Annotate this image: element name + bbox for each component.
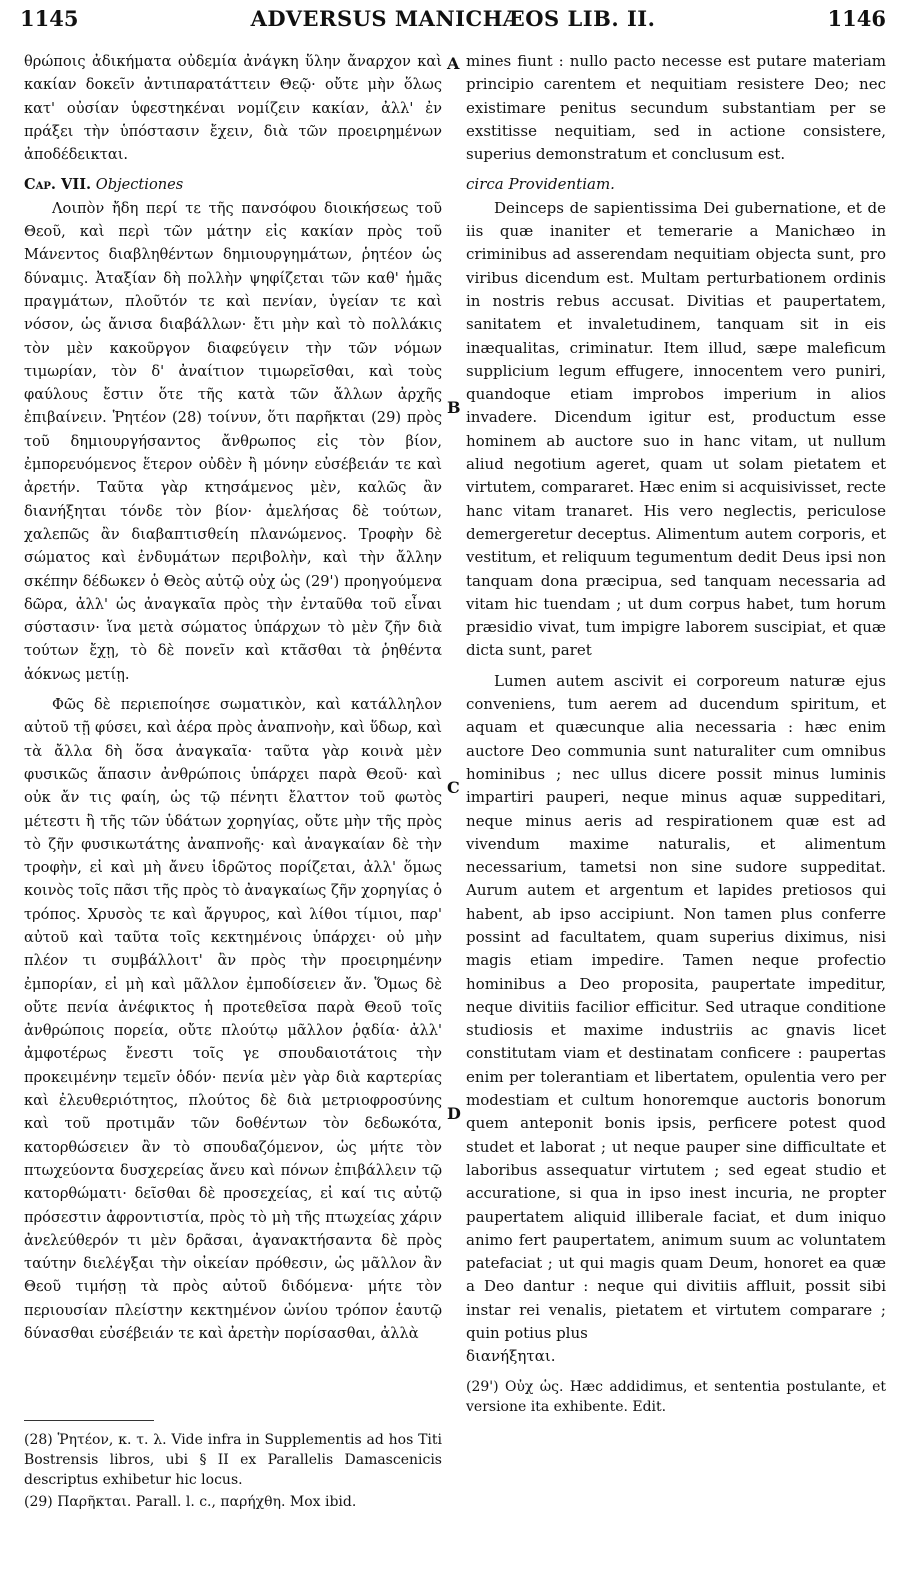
greek-paragraph-3: Φῶς δὲ περιεποίησε σωματικὸν, καὶ κατάλληλον αὐτοῦ τῇ φύσει, καὶ ἀέρα πρὸς ἀναπνοὴν, καὶ ὕδωρ, καὶ τὰ ἄλλα δὴ ὅσα ἀναγκαῖα· ταῦτα γὰρ κοινὰ μὲν φυσικῶς ἅπασιν ἀνθρώποις ὑπάρχει παρὰ Θεοῦ· καὶ οὐκ ἄν τις φαίη, ὡς τῷ πένητι ἔλαττον τοῦ φωτὸς μέτεστι ἢ τῆς τῶν ὑδάτων χορηγίας, οὔτε μὴν τῆς πρὸς τὸ ζῆν φυσικωτάτης ἀναπνοῆς· καὶ ἀναγκαίαν δὲ τὴν τροφὴν, εἰ καὶ μὴ ἄνευ ἱδρῶτος πορίζεται, ἀλλ' ὅμως κοινὸς τοῖς πᾶσι τῆς πρὸς τὸ ἀναγκαίως ζῆν χορηγίας ὁ τρόπος. Χρυσὸς τε καὶ ἄργυρος, καὶ λίθοι τίμιοι, παρ' αὐτοῦ καὶ ταῦτα τοῖς κεκτημένοις ὑπάρχει· οὐ μὴν πλέον τι συμβάλλοιτ' ἂν πρὸς τὴν προειρημένην ἐμπορίαν, εἰ μὴ καὶ μᾶλλον ἐμποδίσειεν ἄν. Ὅμως δὲ οὔτε πενία ἀνέφικτος ἡ προτεθεῖσα παρὰ Θεοῦ τοῖς ἀνθρώποις πορεία, οὔτε πλούτῳ μᾶλλον ῥᾳδία· ἀλλ' ἀμφοτέρως ἔνεστι τοῖς γε σπουδαιοτάτοις τὴν προκειμένην τεμεῖν ὁδόν· πενία μὲν γὰρ διὰ καρτερίας καὶ ἐλευθεριότητος, πλούτος δὲ διὰ μετριοφροσύνης καὶ τοῦ προτιμᾶν τῶν δοθέντων τὸν δεδωκότα, κατορθώσειεν ἂν τὸ σπουδαζόμενον, ὡς μήτε τὸν πτωχεύοντα δυσχερείας ἄνευ καὶ πόνων ἐπιβάλλειν τῷ κατορθώματι· δεῖσθαι δὲ προσεχείας, εἰ καί τις αὐτῷ πρόσεστιν ἀφροντιστία, πρὸς τὸ μὴ τῆς πτωχείας χάριν ἀνελεύθερόν τι μὲν δρᾶσαι, ἀγανακτήσαντα δὲ πρὸς ταύτην διελέγξαι τὴν οἰκείαν πρόθεσιν, ὡς μᾶλλον ἂν Θεοῦ τιμήσῃ τὰ πρὸς αὐτοῦ διδόμενα· μήτε τὸν περιουσίαν πλείστην κεκτημένον ὠνίου τρόπον ἑαυτῷ δύνασθαι εὐσέβειάν τε καὶ ἀρετὴν πορίσασθαι, ἀλλὰ	[24, 696, 442, 1343]
footnote-28: (28) Ῥητέον, κ. τ. λ. Vide infra in Supplementis ad hos Titi Bostrensis libros, ubi § II ex Parallelis Damascenicis descriptus exhibetur hic locus.	[24, 1432, 442, 1488]
footnote-rule	[24, 1420, 154, 1421]
page-number-right: 1146	[827, 6, 886, 31]
chapter-label: Cap. VII.	[24, 176, 92, 194]
greek-paragraph-1: θρώποις ἀδικήματα οὐδεμία ἀνάγκη ὕλην ἄναρχον καὶ κακίαν δοκεῖν ἀντιπαρατάττειν Θεῷ· οὔτε μὴν ὅλως κατ' οὐσίαν ὑφεστηκέναι νομίζειν κακίαν, ἀλλ' ἐν πράξει τὴν ὑπόστασιν ἔχειν, διὰ τῶν προειρημένων ἀποδέδεικται.	[24, 53, 442, 164]
greek-column	[24, 50, 442, 1345]
latin-continuation: διανήξηται.	[466, 1347, 556, 1366]
page-header	[20, 6, 886, 40]
greek-footnotes	[24, 1430, 442, 1512]
latin-paragraph-3: Lumen autem ascivit ei corporeum naturæ ejus conveniens, tum aerem ad ducendum spiritum, et aquam et quæcunque alia necessaria : hæc enim auctore Deo communia sunt naturaliter cum omnibus hominibus ; nec ullus dicere possit minus luminis impartiri pauperi, neque minus aquæ suppeditari, neque minus aeris ad respirationem quæ est ad vivendum maxime naturalis, et alimentum necessarium, tametsi non sine sudore suppeditat. Aurum autem et argentum et lapides pretiosos qui habent, ab ipso accipiunt. Non tamen plus conferre possint ad facultatem, quam superius diximus, nisi magis etiam impedire. Tamen neque profectio hominibus a Deo proposita, paupertate impeditur, neque divitiis facilior efficitur. Sed utraque conditione studiosis et maxime industriis ac gnavis licet constitutam viam et destinatam conficere : paupertas enim per tolerantiam et libertatem, opulentia vero per modestiam et cultum honoremque auctoris bonorum quem anteponit bonis ipsis, perficere potest quod studet et laborat ; ut neque pauper sine difficultate et laboribus assequatur virtutem ; sed egeat studio et accuratione, si qua in ipso inest incuria, ne propter paupertatem aliquid illiberale faciat, et dum iniquo animo fert paupertatem, animum suum ac voluntatem patefaciat ; ut qui magis quam Deum, honoret ea quæ a Deo dantur : neque qui divitiis affluit, possit sibi instar rei venalis, pietatem et virtutem comparare ; quin potius plus	[466, 671, 886, 1343]
footnote-29: (29) Παρῆκται. Parall. l. c., παρήχθη. Mox ibid.	[24, 1494, 357, 1510]
running-title: ADVERSUS MANICHÆOS LIB. II.	[250, 6, 656, 31]
latin-paragraph-1: mines fiunt : nullo pacto necesse est putare materiam principio carentem et nequitiam resistere Deo; nec existimare penitus secundum substantiam per se exstitisse nequitiam, sed in actione consistere, superius demonstratum et conclusum est.	[466, 52, 886, 164]
chapter-heading	[24, 173, 442, 196]
greek-paragraph-2: Λοιπὸν ἤδη περί τε τῆς πανσόφου διοικήσεως τοῦ Θεοῦ, καὶ περὶ τῶν μάτην εἰς κακίαν πρὸς τοῦ Μάνεντος διαβληθέντων δημιουργημάτων, ῥητέον ὡς δύναμις. Ἀταξίαν δὴ πολλὴν ψηφίζεται τῶν καθ' ἡμᾶς πραγμάτων, πλοῦτόν τε καὶ πενίαν, ὑγείαν τε καὶ νόσον, ὡς ἄνισα διαβάλλων· ἔτι μὴν καὶ τὸ πολλάκις τὸν μὲν κακοῦργον διαφεύγειν τὴν τῶν νόμων τιμωρίαν, τὸν δ' ἀναίτιον τιμωρεῖσθαι, καὶ τοὺς φαύλους ἔστιν ὅτε τῆς κατὰ τῶν ἄλλων ἀρχῆς ἐπιβαίνειν. Ῥητέον (28) τοίνυν, ὅτι παρῆκται (29) πρὸς τοῦ δημιουργήσαντος ἄνθρωπος εἰς τὸν βίον, ἐμπορευόμενος ἕτερον οὐδὲν ἢ μόνην εὐσέβειάν τε καὶ ἀρετήν. Ταῦτα γὰρ κτησάμενος μὲν, καλῶς ἂν διανήξηται τόνδε τὸν βίον· ἀμελήσας δὲ τούτων, χαλεπῶς ἂν διαβαπτισθείη πλανώμενος. Τροφὴν δὲ σώματος καὶ ἐνδυμάτων περιβολὴν, καὶ τὴν ἄλλην σκέπην δέδωκεν ὁ Θεὸς αὐτῷ οὐχ ὡς (29') προηγούμενα δῶρα, ἀλλ' ὡς ἀναγκαῖα πρὸς τὴν ἐνταῦθα τοῦ εἶναι σύστασιν· ἵνα μετὰ σώματος ὑπάρχων τὸ μὲν ζῆν διὰ τούτων ἔχῃ, τὸ δὲ πονεῖν καὶ κτᾶσθαι τὰ ῥηθέντα ἀόκνως μετίῃ.	[24, 199, 442, 683]
latin-column	[466, 50, 886, 1417]
chapter-title-continued: circa Providentiam.	[466, 175, 615, 194]
margin-marker-d: D	[447, 1104, 461, 1123]
latin-paragraph-2: Deinceps de sapientissima Dei gubernatione, et de iis quæ inaniter et temerarie a Manichæo in criminibus ad asserendam nequitiam objecta sunt, pro viribus dicendum est. Multam perturbationem ordinis in nostris rebus accusat. Divitias et paupertatem, sanitatem et invaletudinem, tanquam sit in eis inæqualitas, criminatur. Item illud, sæpe maleficum supplicium legum effugere, innocentem vero puniri, quandoque etiam improbos imperium in alios invadere. Dicendum igitur est, productum esse hominem ab auctore suo in hanc vitam, ut nullum aliud negotium ageret, quam ut solam pietatem et virtutem, compararet. Hæc enim si acquisivisset, recte hanc vitam tranaret. His vero neglectis, periculose demergeretur deceptus. Alimentum autem corporis, et vestitum, et reliquum tegumentum dedit Deus ipsi non tanquam dona præcipua, sed tanquam necessaria ad vitam hic tuendam ; ut dum corpus habet, tum horum præsidio vivat, tum impigre laborem suscipiat, et quæ dicta sunt, paret	[466, 198, 886, 660]
footnote-29-prime: (29') Οὐχ ὡς. Hæc addidimus, et sententia postulante, et versione ita exhibente. Edit.	[466, 1378, 886, 1415]
margin-marker-b: B	[447, 398, 461, 417]
page-number-left: 1145	[20, 6, 79, 31]
chapter-title: Objectiones	[95, 176, 184, 194]
margin-marker-a: A	[447, 54, 460, 73]
margin-marker-c: C	[447, 778, 460, 797]
